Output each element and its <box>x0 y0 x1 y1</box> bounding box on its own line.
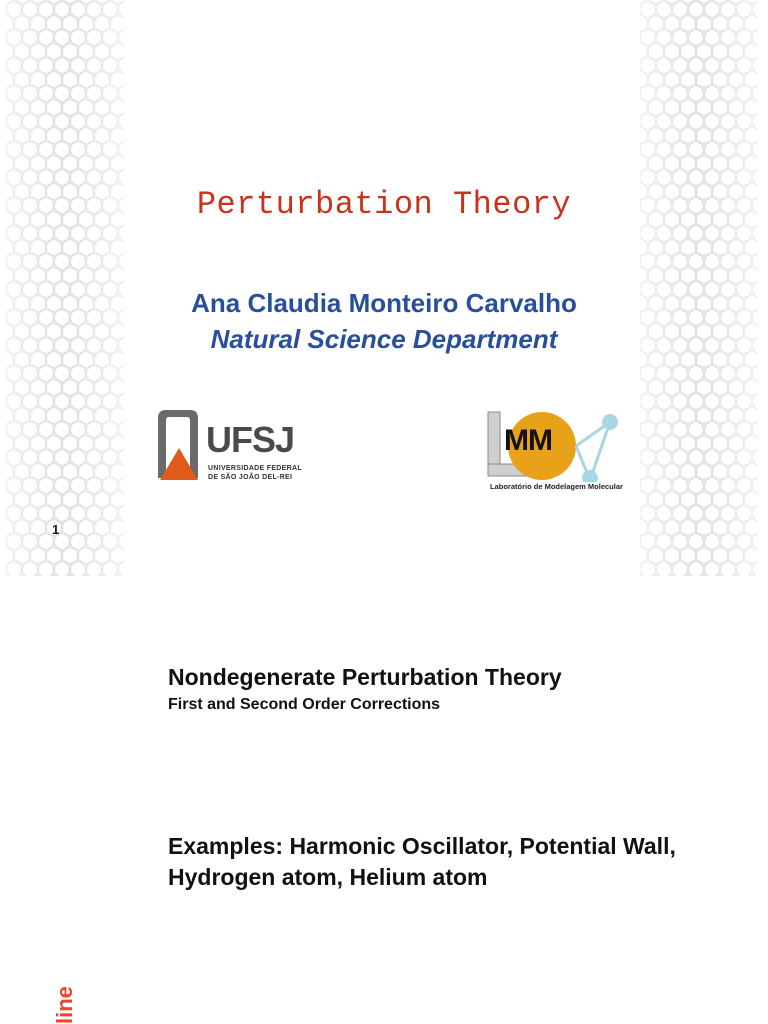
slide-number: 1 <box>52 522 60 537</box>
department-name: Natural Science Department <box>210 324 558 354</box>
ufsj-logo <box>156 408 302 484</box>
section-subheading: First and Second Order Corrections <box>168 696 441 713</box>
lmm-logo <box>486 406 622 498</box>
ufsj-emblem-icon <box>156 408 202 484</box>
examples-text: Examples: Harmonic Oscillator, Potential Wall, Hydrogen atom, Helium atom <box>168 833 676 890</box>
section-heading: Nondegenerate Perturbation Theory <box>168 664 562 690</box>
slide-title: Perturbation Theory <box>196 186 572 223</box>
ufsj-subtitle-line2: DE SÃO JOÃO DEL-REI <box>208 474 293 481</box>
ufsj-wordmark: UFSJ <box>206 419 295 460</box>
lmm-caption: Laboratório de Modelagem Molecular <box>490 482 623 491</box>
watermark-text: line <box>52 986 77 1024</box>
lmm-wordmark: MM <box>504 424 552 457</box>
ufsj-subtitle-line1: UNIVERSIDADE FEDERAL <box>208 465 302 472</box>
author-name: Ana Claudia Monteiro Carvalho <box>191 288 577 318</box>
